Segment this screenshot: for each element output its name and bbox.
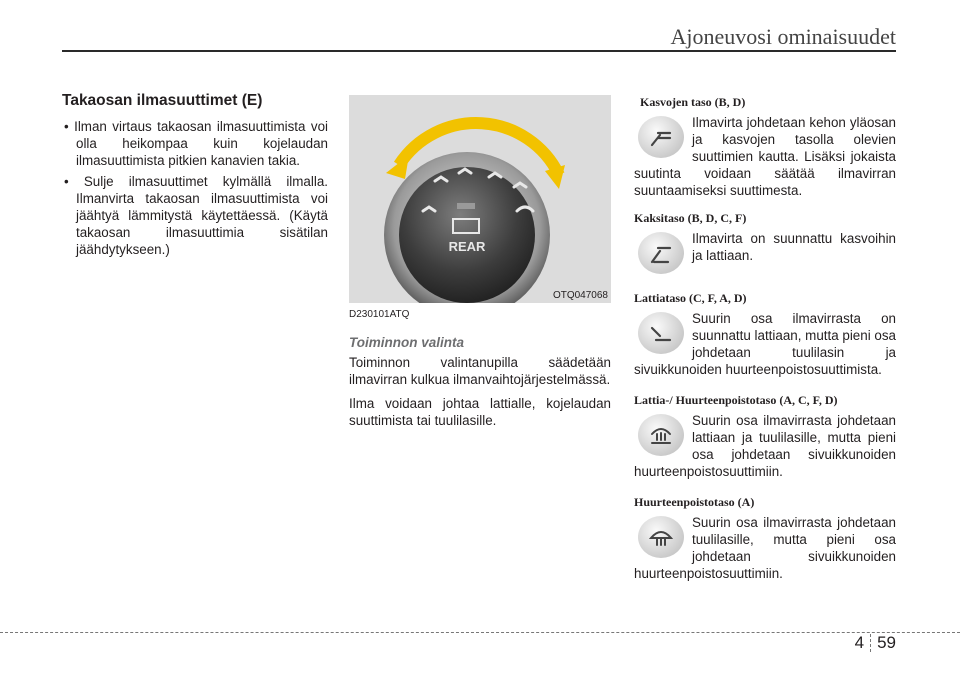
chapter-number: 4 xyxy=(854,633,865,652)
figure-id: D230101ATQ xyxy=(349,309,410,320)
running-header: Ajoneuvosi ominaisuudet xyxy=(670,24,896,49)
mode-title: Lattiataso (C, F, A, D) xyxy=(634,291,747,305)
mode-selection-section xyxy=(349,95,611,436)
bi-level-icon xyxy=(638,232,684,274)
arrow-head-right xyxy=(545,165,565,189)
paragraph: Toiminnon valintanupilla säädetään ilmavirran kulkua ilmanvaihtojärjestelmässä. xyxy=(349,355,611,387)
floor-defrost-icon xyxy=(638,414,684,456)
mode-title: Lattia-/ Huurteenpoistotaso (A, C, F, D) xyxy=(634,393,838,407)
header-rule xyxy=(62,50,896,52)
rear-vents-section xyxy=(62,92,328,262)
page-separator xyxy=(870,634,871,652)
bullet-item: • Ilman virtaus takaosan ilmasuuttimista voi olla heikompaa kuin kojelaudan ilmasuuttimista pitkien kanavien takia. xyxy=(64,119,328,168)
mode-floor-defrost xyxy=(634,393,896,480)
mode-description: Suurin osa ilmavirrasta on suunnattu lattiaan, mutta pieni osa johdetaan tuulilasin ja sivuikkunoiden huurteenpoistosuuttimista. xyxy=(634,311,896,377)
page-number xyxy=(855,633,896,653)
mode-title: Kasvojen taso (B, D) xyxy=(640,95,746,109)
footer-rule xyxy=(0,632,960,633)
figure-code: OTQ047068 xyxy=(552,290,608,301)
page-number-value: 59 xyxy=(877,633,896,652)
indicator-mark xyxy=(457,203,475,209)
mode-description: Ilmavirta johdetaan kehon yläosan ja kasvojen tasolla olevien suuttimien kautta. Lisäksi jokaista suutinta voidaan säätää ilmavirran suuntaamiseksi suuttimesta. xyxy=(634,115,896,198)
section-title: Takaosan ilmasuuttimet (E) xyxy=(62,92,263,109)
subhead: Toiminnon valinta xyxy=(349,335,465,350)
mode-title: Huurteenpoistotaso (A) xyxy=(634,495,755,509)
mode-description: Suurin osa ilmavirrasta johdetaan lattiaan ja tuulilasille, mutta pieni osa johdetaan sivuikkunoiden huurteenpoistosuuttimiin. xyxy=(634,413,896,479)
mode-description: Suurin osa ilmavirrasta johdetaan tuulilasille, mutta pieni osa johdetaan sivuikkunoiden huurteenpoistosuuttimiin. xyxy=(634,515,896,581)
floor-icon xyxy=(638,312,684,354)
airflow-modes-section xyxy=(634,95,896,582)
mode-defrost xyxy=(634,495,896,582)
mode-description: Ilmavirta on suunnattu kasvoihin ja lattiaan. xyxy=(692,231,896,263)
face-vent-icon xyxy=(638,116,684,158)
mode-floor xyxy=(634,291,896,378)
mode-knob-figure xyxy=(349,95,611,303)
mode-knob-illustration xyxy=(349,95,611,303)
knob-label: REAR xyxy=(448,239,486,254)
bullet-item: • Sulje ilmasuuttimet kylmällä ilmalla. Ilmanvirta takaosan ilmasuuttimista voi jäähtyä lämmitystä käytettäessä. (Käytä takaosan ilmasuuttimia sisätilan jäähdytykseen.) xyxy=(64,174,328,257)
paragraph: Ilma voidaan johtaa lattialle, kojelaudan suuttimista tai tuulilasille. xyxy=(349,396,611,428)
mode-face xyxy=(634,95,896,199)
mode-bi-level xyxy=(634,211,896,276)
defrost-icon xyxy=(638,516,684,558)
mode-title: Kaksitaso (B, D, C, F) xyxy=(634,211,747,225)
